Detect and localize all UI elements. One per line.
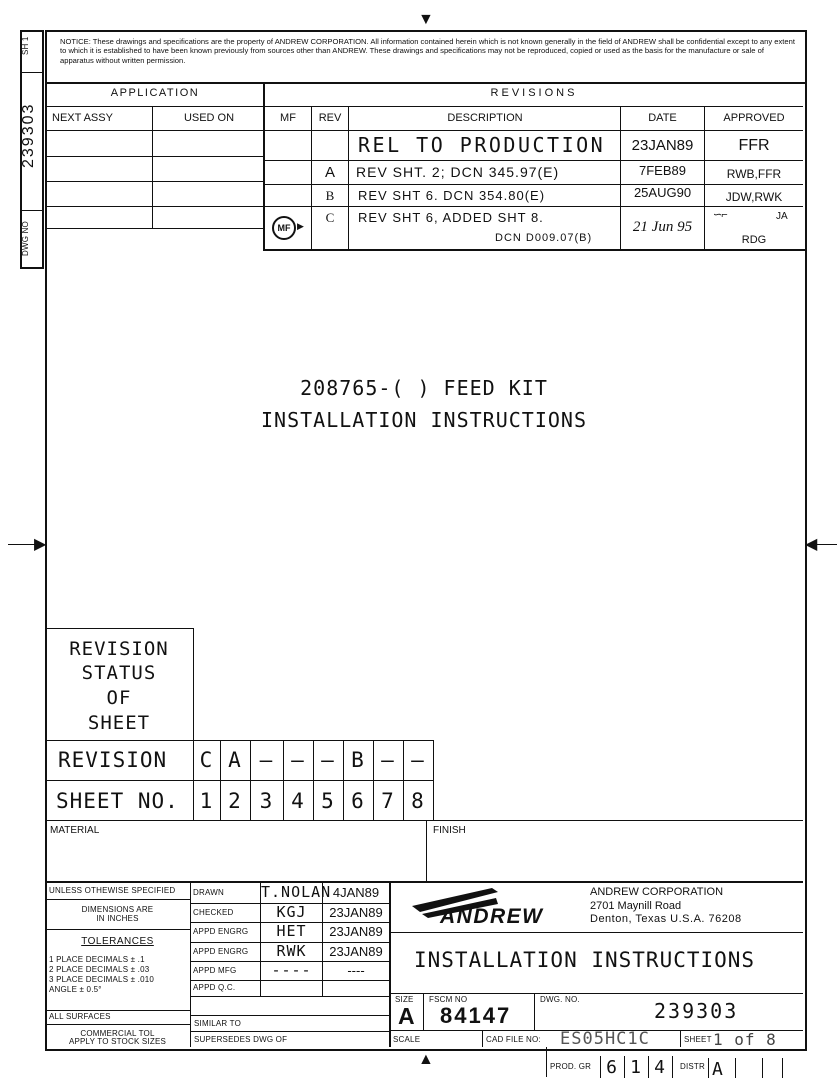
dwg-no-value: 239303: [654, 999, 739, 1023]
sheet-number-cell: 7: [381, 789, 395, 813]
sheet-number-cell: 1: [199, 789, 214, 813]
sheet-number-cell: 8: [411, 789, 425, 813]
signoff-date: ----: [347, 962, 365, 978]
dimensions-are: DIMENSIONS ARE: [81, 905, 154, 914]
rev-row-rev: A: [324, 164, 335, 181]
signoff-name: KGJ: [276, 902, 307, 921]
tolerance-line: 3 PLACE DECIMALS ± .010: [49, 975, 155, 984]
rev-row-date: 21 Jun 95: [632, 219, 693, 235]
revision-status-cell: —: [259, 748, 274, 772]
company-name: ANDREW CORPORATION: [590, 886, 724, 898]
revision-status-title-1: REVISION: [69, 638, 169, 660]
company-address-2: Denton, Texas U.S.A. 76208: [590, 913, 742, 925]
rev-row-rev: B: [325, 188, 335, 203]
sheet-number-cell: 2: [228, 789, 242, 813]
revision-row-label: REVISION: [58, 748, 168, 772]
left-center-arrow: ▶: [34, 536, 47, 553]
notice-text: NOTICE: These drawings and specifications are the property of ANDREW CORPORATION. All information contained herein which is not known generally in the field of ANDREW shall be confidential except to any extent to which it is established to have been known previously from sources other than ANDREW. These drawings and specifications may not be reproduced, copied or used as the basis for the manufacture or sale of apparatus without written permission.: [60, 37, 795, 65]
sheet-number-cell: 3: [259, 789, 274, 813]
all-surfaces: ALL SURFACES: [49, 1012, 111, 1021]
rev-row-approved: JDW,RWK: [725, 190, 783, 204]
tolerance-line: 2 PLACE DECIMALS ± .03: [49, 965, 150, 974]
signoff-date: 23JAN89: [329, 924, 383, 939]
rev-row-desc-2: DCN D009.07(B): [495, 232, 593, 244]
stock-sizes: APPLY TO STOCK SIZES: [68, 1037, 167, 1046]
rev-header-rev: REV: [318, 112, 342, 124]
revision-status-cell: —: [381, 748, 395, 772]
right-center-tick: [814, 544, 837, 545]
prod-gr-digit: 4: [654, 1057, 666, 1078]
rev-row-date: 7FEB89: [639, 163, 686, 178]
rev-header-description: DESCRIPTION: [447, 112, 523, 124]
signoff-role: APPD ENGRG: [193, 946, 249, 956]
sheet-number-cell: 5: [321, 789, 335, 813]
revision-status-cell: —: [321, 748, 335, 772]
drawing-title: INSTALLATION INSTRUCTIONS: [414, 948, 756, 972]
rev-row-approved: JA: [776, 211, 788, 222]
revision-status-title-2: STATUS: [81, 662, 157, 684]
signoff-date: 23JAN89: [329, 904, 383, 920]
distr-label: DISTR: [680, 1062, 705, 1071]
side-dwg-number: 239303: [20, 102, 37, 168]
mf-arrow-icon: ▶: [297, 221, 304, 231]
signoff-name: HET: [276, 922, 307, 940]
revision-status-cell: —: [411, 748, 425, 772]
size-label: SIZE: [395, 995, 414, 1004]
right-center-arrow: ◀: [805, 536, 818, 553]
signoff-role: DRAWN: [193, 887, 224, 897]
rev-row-date: 25AUG90: [633, 185, 692, 200]
commercial-tol: COMMERCIAL TOL: [80, 1029, 155, 1038]
tolerance-line: 1 PLACE DECIMALS ± .1: [49, 955, 145, 964]
rev-row-approved: FFR: [738, 137, 770, 154]
bottom-center-arrow: ▲: [418, 1051, 434, 1068]
revision-status-cell: C: [199, 748, 214, 772]
fscm-value: 84147: [440, 1003, 512, 1028]
application-col-used-on: USED ON: [183, 112, 235, 124]
main-title-line1: 208765-( ) FEED KIT: [300, 376, 548, 400]
side-dwg-label: DWG NO: [21, 221, 30, 256]
signoff-date: 23JAN89: [329, 943, 383, 959]
main-title-line2: INSTALLATION INSTRUCTIONS: [260, 408, 588, 432]
revision-status-cell: B: [351, 748, 365, 772]
rev-row-desc: REV SHT 6, ADDED SHT 8.: [358, 210, 544, 225]
rev-row-approved: RWB,FFR: [726, 167, 782, 181]
finish-label: FINISH: [433, 825, 466, 836]
tolerances-title: TOLERANCES: [81, 936, 154, 947]
in-inches: IN INCHES: [96, 914, 139, 923]
prod-gr-digit: 6: [606, 1057, 618, 1078]
supersedes-label: SUPERSEDES DWG OF: [194, 1035, 288, 1044]
sheet-label: SHEET: [684, 1035, 712, 1044]
sheet-number-cell: 6: [351, 789, 365, 813]
signoff-date: 4JAN89: [332, 884, 380, 900]
signoff-name: RWK: [276, 941, 307, 960]
signoff-name: ----: [271, 960, 312, 979]
company-logo-text: ANDREW: [440, 905, 544, 928]
dwg-no-label: DWG. NO.: [540, 995, 580, 1004]
unless-specified: UNLESS OTHEWISE SPECIFIED: [49, 886, 176, 895]
rev-row-desc: REV SHT. 2; DCN 345.97(E): [356, 164, 560, 180]
rev-row-approved-2: RDG: [741, 234, 767, 246]
distr-value: A: [712, 1059, 724, 1080]
size-value: A: [398, 1003, 415, 1029]
rev-header-mf: MF: [280, 112, 296, 124]
similar-to-label: SIMILAR TO: [194, 1019, 242, 1028]
tolerance-line: ANGLE ± 0.5°: [49, 985, 102, 994]
signoff-name: T.NOLAN: [261, 882, 332, 901]
signature-mark-icon: ∽⌐: [712, 209, 728, 221]
rev-header-approved: APPROVED: [723, 112, 785, 124]
sheet-row-label: SHEET NO.: [56, 789, 179, 813]
rev-row-desc: REL TO PRODUCTION: [358, 133, 606, 157]
application-title: APPLICATION: [110, 87, 200, 99]
sheet-number-cell: 4: [291, 789, 305, 813]
mf-badge-icon: MF: [272, 216, 296, 240]
rev-row-desc: REV SHT 6. DCN 354.80(E): [358, 188, 546, 203]
rev-header-date: DATE: [648, 112, 677, 124]
revision-status-cell: —: [291, 748, 305, 772]
scale-label: SCALE: [393, 1035, 421, 1044]
signoff-role: CHECKED: [193, 907, 234, 917]
prod-gr-digit: 1: [630, 1057, 642, 1078]
side-sheet-label: SH 1: [21, 36, 30, 55]
revision-status-title-4: SHEET: [87, 712, 151, 734]
rev-row-rev: C: [325, 210, 335, 225]
revision-status-cell: A: [228, 748, 242, 772]
company-address-1: 2701 Maynill Road: [590, 900, 682, 912]
rev-row-date: 23JAN89: [631, 137, 694, 154]
top-center-arrow: ▼: [418, 11, 434, 28]
signoff-role: APPD ENGRG: [193, 927, 249, 936]
revision-status-title-3: OF: [106, 687, 132, 709]
revisions-title: REVISIONS: [490, 87, 578, 99]
signoff-role: APPD Q.C.: [193, 983, 236, 992]
fscm-label: FSCM NO: [429, 995, 468, 1004]
signoff-role: APPD MFG: [193, 965, 237, 975]
sheet-value: 1 of 8: [713, 1030, 777, 1049]
prod-gr-label: PROD. GR: [550, 1062, 592, 1071]
cad-file-value: ES05HC1C: [560, 1029, 650, 1049]
application-col-next-assy: NEXT ASSY: [52, 112, 113, 124]
cad-file-label: CAD FILE NO:: [486, 1035, 541, 1044]
material-label: MATERIAL: [50, 825, 100, 836]
